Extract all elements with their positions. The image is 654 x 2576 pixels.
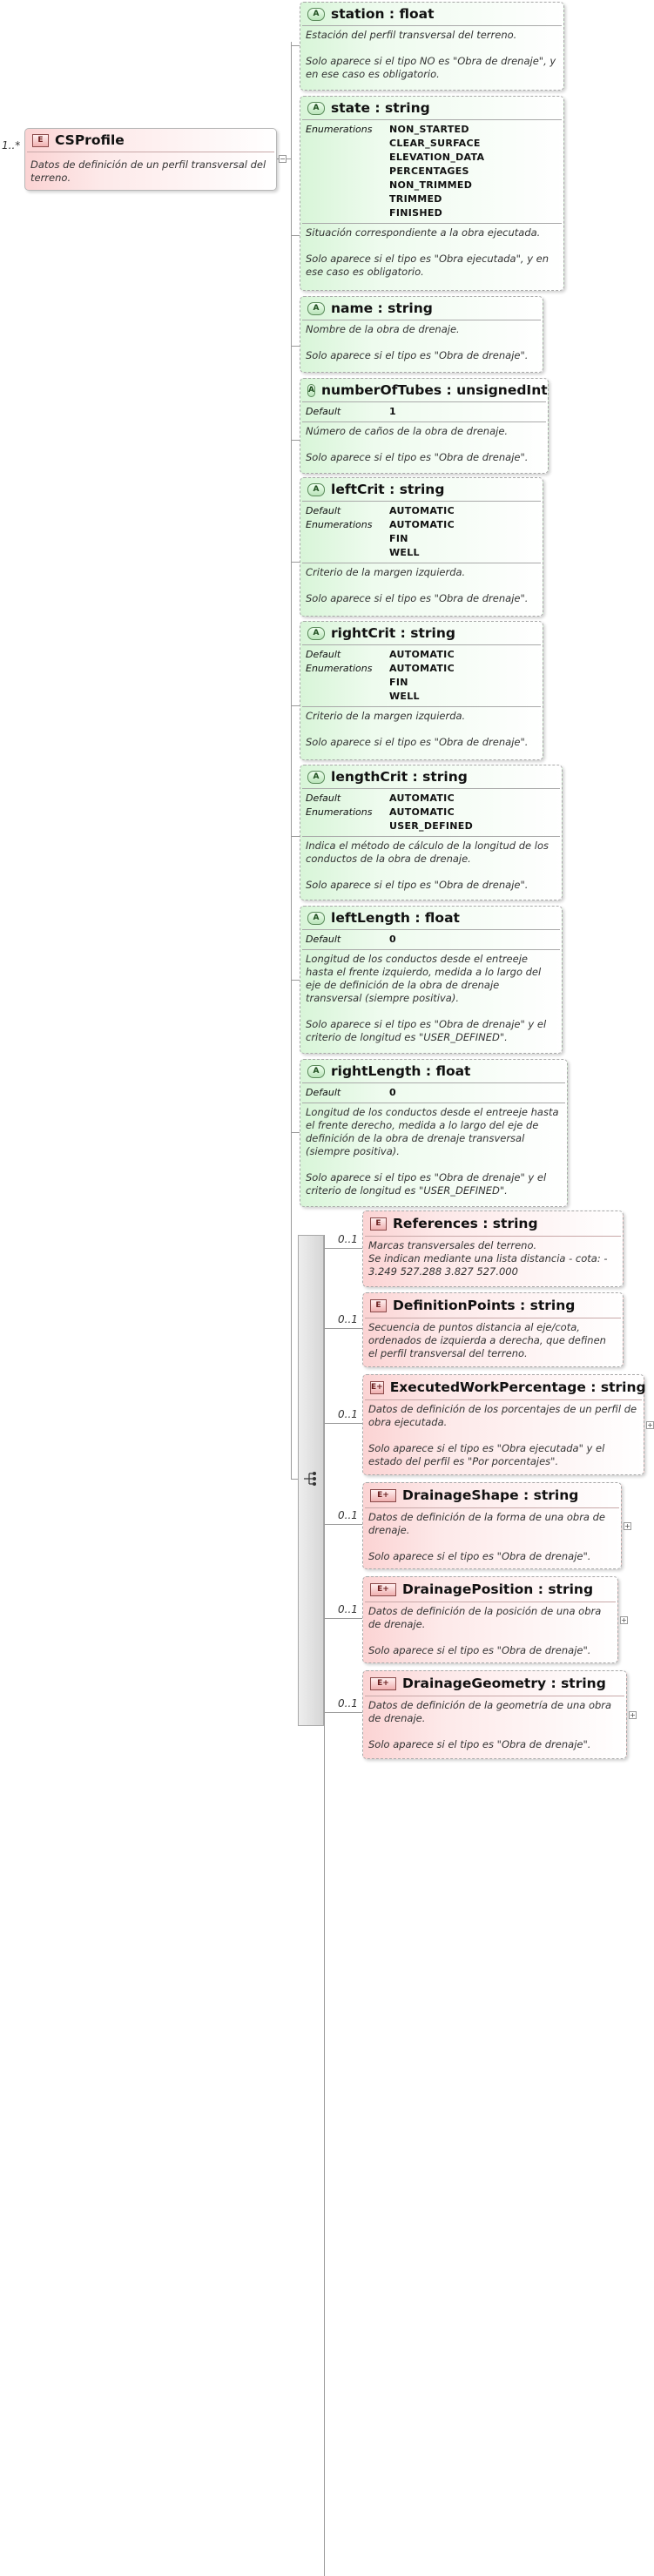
documentation: [300, 422, 548, 467]
property-value: TRIMMED: [389, 193, 442, 205]
attribute-badge-icon: A: [307, 483, 325, 496]
doc-paragraph: Secuencia de puntos distancia al eje/cota, ordenados de izquierda a derecha, que definen el perfil transversal del terreno.: [368, 1321, 606, 1359]
property-key: Enumerations: [306, 124, 373, 135]
attribute-station[interactable]: [300, 2, 564, 91]
attribute-spine: [291, 42, 292, 1479]
element-badge-icon: E+: [370, 1489, 396, 1502]
doc-paragraph: Estación del perfil transversal del terreno.: [306, 29, 517, 41]
doc-paragraph: Nombre de la obra de drenaje.: [306, 323, 460, 335]
property-key: Default: [306, 649, 341, 660]
property-row: [306, 662, 537, 676]
sequence-icon: [302, 1470, 320, 1487]
property-row: [306, 532, 537, 546]
root-title: CSProfile: [55, 132, 125, 148]
property-value: CLEAR_SURFACE: [389, 138, 481, 149]
property-value: 1: [389, 406, 396, 417]
root-cardinality: 1..*: [2, 139, 21, 152]
attribute-title: state : string: [331, 100, 430, 116]
attribute-badge-icon: A: [307, 8, 325, 21]
attribute-rightLength[interactable]: [300, 1059, 568, 1207]
el-tick-position: [324, 1618, 362, 1619]
attribute-badge-icon: A: [307, 771, 325, 784]
attribute-title: rightCrit : string: [331, 625, 455, 641]
property-row: [306, 819, 556, 833]
documentation: [363, 1237, 623, 1281]
property-value: AUTOMATIC: [389, 806, 455, 818]
doc-paragraph: Datos de definición de la geometría de una obra de drenaje.: [368, 1699, 612, 1724]
root-doc: Datos de definición de un perfil transversal del terreno.: [30, 158, 266, 184]
doc-paragraph: Solo aparece si el tipo es "Obra de drenaje".: [306, 451, 529, 463]
seq-spine: [324, 1235, 325, 2576]
element-cardinality: 0..1: [338, 1509, 358, 1521]
doc-paragraph: Solo aparece si el tipo es "Obra de drenaje" y el criterio de longitud es "USER_DEFINED".: [306, 1018, 547, 1043]
attribute-properties: [302, 120, 562, 224]
element-badge-icon: E+: [370, 1583, 396, 1596]
property-key: Default: [306, 406, 341, 417]
documentation: [300, 320, 543, 365]
attribute-badge-icon: A: [307, 1065, 325, 1078]
element-title: References : string: [393, 1216, 538, 1231]
property-row: [306, 690, 537, 704]
attr-tick-name: [291, 346, 300, 347]
doc-paragraph: Número de caños de la obra de drenaje.: [306, 425, 509, 437]
property-key: [306, 137, 389, 151]
doc-paragraph: Longitud de los conductos desde el entreeje hasta el frente izquierdo, medida a lo largo del eje de definición de la obra de drenaje transversal (siempre positiva).: [306, 953, 542, 1004]
attribute-badge-icon: A: [307, 102, 325, 115]
attribute-title: rightLength : float: [331, 1063, 471, 1079]
property-row: [306, 676, 537, 690]
property-value: AUTOMATIC: [389, 649, 455, 660]
attr-tick-lengthcrit: [291, 836, 300, 837]
property-key: [306, 546, 389, 560]
attribute-title: leftLength : float: [331, 910, 460, 926]
element-title: DefinitionPoints : string: [393, 1298, 576, 1313]
element-DrainageShape[interactable]: [362, 1482, 622, 1569]
doc-paragraph: Solo aparece si el tipo es "Obra de drenaje".: [306, 736, 529, 748]
property-key: [306, 819, 389, 833]
doc-paragraph: Solo aparece si el tipo es "Obra de drenaje".: [368, 1738, 591, 1750]
element-badge-icon: E: [32, 134, 49, 147]
attribute-leftCrit[interactable]: [300, 477, 543, 617]
property-key: Enumerations: [306, 663, 373, 674]
property-key: [306, 206, 389, 220]
attribute-properties: [302, 1083, 565, 1103]
element-title: DrainageShape : string: [402, 1487, 579, 1503]
attribute-properties: [302, 502, 541, 563]
attribute-rightCrit[interactable]: [300, 621, 543, 760]
property-row: [306, 806, 556, 819]
element-References[interactable]: [362, 1210, 624, 1287]
expand-icon[interactable]: +: [630, 1711, 636, 1719]
property-value: AUTOMATIC: [389, 663, 455, 674]
property-key: [306, 151, 389, 165]
property-value: NON_STARTED: [389, 124, 469, 135]
attribute-title: lengthCrit : string: [331, 769, 468, 785]
property-value: WELL: [389, 691, 420, 702]
property-row: [306, 165, 558, 179]
element-DrainagePosition[interactable]: [362, 1576, 618, 1663]
root-element-csprofile[interactable]: [24, 128, 277, 191]
attr-tick-station: [291, 45, 300, 46]
attr-tick-tubes: [291, 440, 300, 441]
el-tick-executed: [324, 1423, 362, 1424]
attribute-title: station : float: [331, 6, 435, 22]
doc-paragraph: Datos de definición de la posición de una obra de drenaje.: [368, 1605, 602, 1630]
expand-icon[interactable]: +: [621, 1616, 627, 1624]
property-value: FIN: [389, 533, 408, 544]
attribute-badge-icon: A: [307, 302, 325, 315]
expand-icon[interactable]: +: [647, 1421, 653, 1429]
property-row: [306, 1086, 562, 1100]
element-cardinality: 0..1: [338, 1697, 358, 1709]
attribute-numberOfTubes[interactable]: [300, 378, 549, 474]
doc-paragraph: Solo aparece si el tipo es "Obra de drenaje".: [306, 349, 529, 361]
property-value: FIN: [389, 677, 408, 688]
property-row: [306, 179, 558, 192]
attr-tick-leftlength: [291, 980, 300, 981]
documentation: [300, 837, 562, 894]
property-row: [306, 648, 537, 662]
property-key: Default: [306, 934, 341, 945]
doc-paragraph: Solo aparece si el tipo es "Obra ejecutada" y el estado del perfil es "Por porcentajes".: [368, 1442, 605, 1467]
property-value: USER_DEFINED: [389, 820, 474, 832]
doc-paragraph: Solo aparece si el tipo es "Obra de drenaje".: [306, 879, 529, 891]
property-key: Default: [306, 1087, 341, 1098]
attribute-title: numberOfTubes : unsignedInt: [320, 382, 548, 398]
attribute-lengthCrit[interactable]: [300, 765, 563, 900]
property-key: Enumerations: [306, 806, 373, 818]
attr-tick-state: [291, 235, 300, 236]
documentation: [300, 224, 563, 281]
element-DrainageGeometry[interactable]: [362, 1670, 627, 1759]
property-row: [306, 933, 556, 947]
property-key: Default: [306, 792, 341, 804]
doc-paragraph: Datos de definición de los porcentajes de un perfil de obra ejecutada.: [368, 1403, 637, 1428]
attribute-leftLength[interactable]: [300, 906, 563, 1054]
property-key: Enumerations: [306, 519, 373, 530]
element-cardinality: 0..1: [338, 1313, 358, 1325]
documentation: [363, 1318, 623, 1363]
documentation: [300, 950, 562, 1047]
property-key: [306, 165, 389, 179]
doc-paragraph: Marcas transversales del terreno. Se indican mediante una lista distancia - cota: - 3.249 527.288 3.827 527.000: [368, 1239, 608, 1278]
property-key: [306, 532, 389, 546]
collapse-icon[interactable]: −: [280, 155, 286, 163]
documentation: [300, 563, 543, 608]
doc-paragraph: Solo aparece si el tipo es "Obra de drenaje".: [368, 1550, 591, 1562]
attribute-badge-icon: A: [307, 384, 315, 397]
doc-paragraph: Situación correspondiente a la obra ejecutada.: [306, 226, 541, 239]
property-row: [306, 123, 558, 137]
seq-connector: [291, 1479, 298, 1480]
property-value: 0: [389, 934, 396, 945]
attribute-badge-icon: A: [307, 627, 325, 640]
attr-tick-rightlength: [291, 1132, 300, 1133]
element-badge-icon: E: [370, 1299, 387, 1312]
attribute-properties: [302, 645, 541, 707]
property-value: 0: [389, 1087, 396, 1098]
property-row: [306, 192, 558, 206]
documentation: [363, 1696, 626, 1754]
property-key: [306, 179, 389, 192]
property-value: FINISHED: [389, 207, 443, 219]
documentation: [300, 26, 563, 84]
property-value: WELL: [389, 547, 420, 558]
property-row: [306, 137, 558, 151]
documentation: [300, 707, 543, 752]
property-row: [306, 518, 537, 532]
property-value: ELEVATION_DATA: [389, 152, 485, 163]
doc-paragraph: Solo aparece si el tipo es "Obra de drenaje" y el criterio de longitud es "USER_DEFINED".: [306, 1171, 547, 1197]
el-tick-geometry: [324, 1712, 362, 1713]
property-key: [306, 676, 389, 690]
el-tick-references: [324, 1248, 362, 1249]
documentation: [300, 1103, 567, 1200]
element-ExecutedWorkPercentage[interactable]: [362, 1374, 644, 1475]
doc-paragraph: Indica el método de cálculo de la longitud de los conductos de la obra de drenaje.: [306, 840, 549, 865]
documentation: [363, 1602, 617, 1660]
attribute-badge-icon: A: [307, 912, 325, 925]
attribute-name[interactable]: [300, 296, 543, 373]
documentation: [363, 1508, 621, 1566]
documentation: [363, 1400, 644, 1471]
attribute-properties: [302, 402, 546, 422]
property-value: AUTOMATIC: [389, 792, 455, 804]
doc-paragraph: Solo aparece si el tipo NO es "Obra de drenaje", y en ese caso es obligatorio.: [306, 55, 556, 80]
doc-paragraph: Datos de definición de la forma de una obra de drenaje.: [368, 1511, 606, 1536]
property-value: NON_TRIMMED: [389, 179, 473, 191]
element-cardinality: 0..1: [338, 1233, 358, 1245]
el-tick-shape: [324, 1524, 362, 1525]
expand-icon[interactable]: +: [624, 1522, 630, 1530]
element-badge-icon: E: [370, 1217, 387, 1231]
element-title: DrainageGeometry : string: [402, 1676, 606, 1691]
attribute-state[interactable]: [300, 96, 564, 291]
element-DefinitionPoints[interactable]: [362, 1292, 624, 1367]
attribute-title: name : string: [331, 300, 433, 316]
element-title: DrainagePosition : string: [402, 1581, 594, 1597]
property-key: [306, 690, 389, 704]
property-key: [306, 192, 389, 206]
property-row: [306, 792, 556, 806]
el-tick-definitionpoints: [324, 1328, 362, 1329]
element-badge-icon: E+: [370, 1381, 384, 1394]
property-row: [306, 504, 537, 518]
doc-paragraph: Criterio de la margen izquierda.: [306, 566, 466, 578]
element-title: ExecutedWorkPercentage : string: [389, 1379, 646, 1395]
element-badge-icon: E+: [370, 1677, 396, 1690]
doc-paragraph: Longitud de los conductos desde el entreeje hasta el frente derecho, medida a lo largo del eje de definición de la obra de drenaje transversal (siempre positiva).: [306, 1106, 559, 1157]
property-row: [306, 546, 537, 560]
element-cardinality: 0..1: [338, 1603, 358, 1615]
doc-paragraph: Solo aparece si el tipo es "Obra de drenaje".: [306, 592, 529, 604]
property-row: [306, 206, 558, 220]
doc-paragraph: Criterio de la margen izquierda.: [306, 710, 466, 722]
doc-paragraph: Solo aparece si el tipo es "Obra ejecutada", y en ese caso es obligatorio.: [306, 253, 549, 278]
property-value: AUTOMATIC: [389, 505, 455, 516]
property-row: [306, 405, 543, 419]
element-cardinality: 0..1: [338, 1408, 358, 1420]
property-row: [306, 151, 558, 165]
attr-tick-rightcrit: [291, 705, 300, 706]
attribute-title: leftCrit : string: [331, 482, 445, 497]
attribute-properties: [302, 789, 560, 837]
property-key: Default: [306, 505, 341, 516]
property-value: PERCENTAGES: [389, 165, 469, 177]
attr-tick-leftcrit: [291, 562, 300, 563]
attribute-properties: [302, 930, 560, 950]
property-value: AUTOMATIC: [389, 519, 455, 530]
doc-paragraph: Solo aparece si el tipo es "Obra de drenaje".: [368, 1644, 591, 1656]
